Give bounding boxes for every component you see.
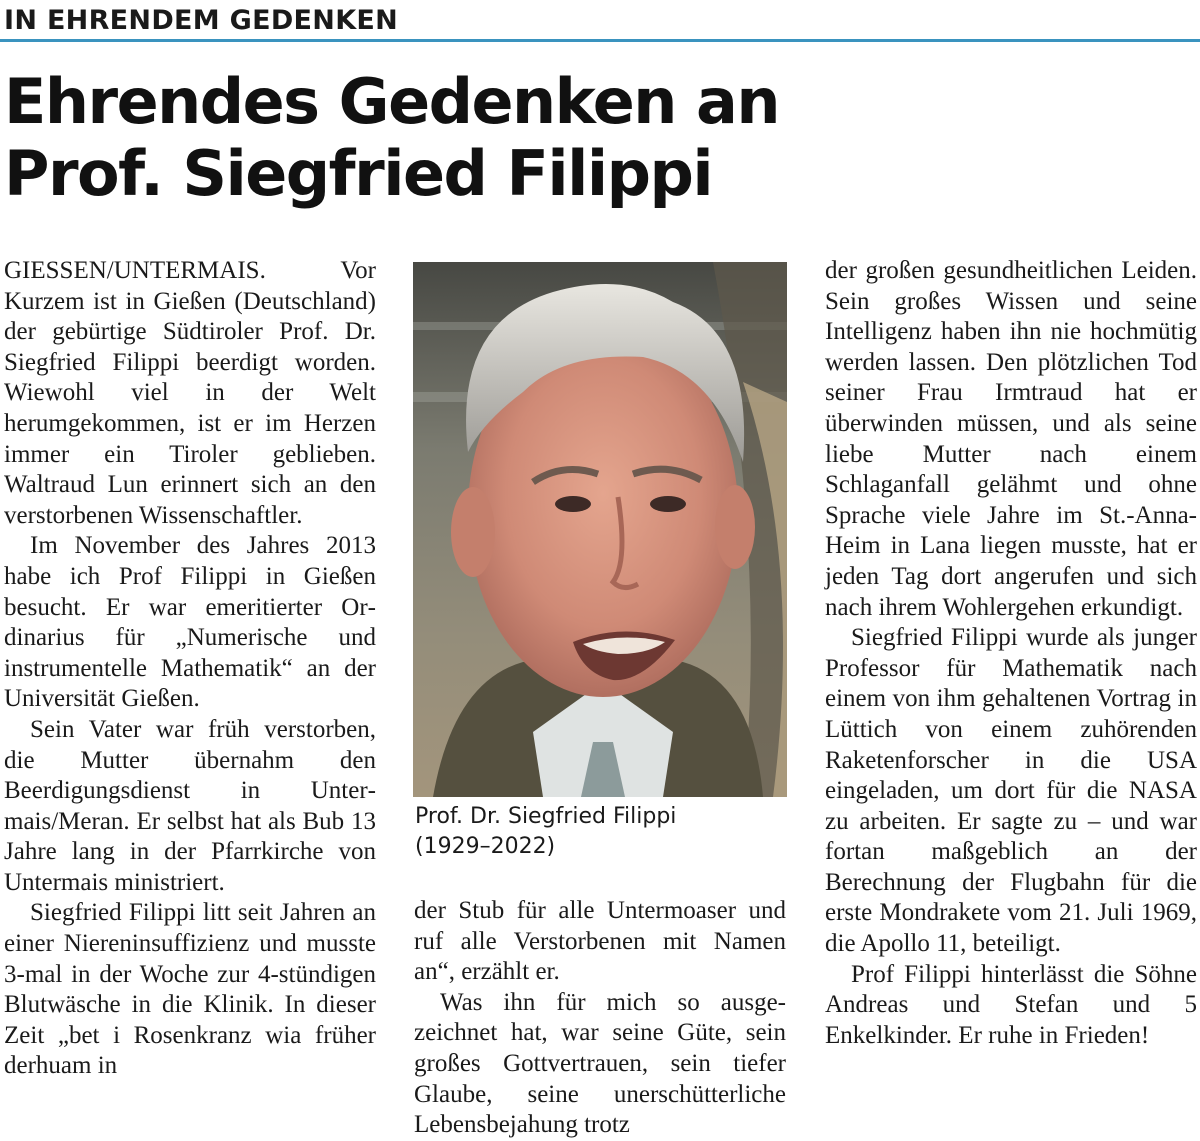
paragraph: Prof Filippi hinterlässt die Söhne Andreas und Stefan und 5 Enkelkinder. Er ruhe in Frieden! bbox=[825, 960, 1197, 1049]
photo-caption bbox=[415, 802, 787, 862]
portrait-photo bbox=[413, 262, 787, 797]
headline-line-1: Ehrendes Gedenken an bbox=[4, 65, 780, 138]
article-column-2 bbox=[414, 896, 786, 1141]
caption-years: (1929–2022) bbox=[415, 834, 556, 859]
paragraph: Sein Vater war früh verstorben, die Mutter übernahm den Beerdigungsdienst in Untermais/Meran. Er selbst hat als Bub 13 Jahre lang in der Pfarrkirche von Untermais ministriert. bbox=[4, 715, 376, 896]
headline-line-2: Prof. Siegfried Filippi bbox=[4, 137, 713, 210]
paragraph: Siegfried Filippi wurde als junger Professor für Mathematik nach einem von ihm gehaltenen Vortrag in Lüttich von einem zuhörenden Raketenforscher in die USA eingeladen, um dort für die NASA zu arbeiten. Er sagte zu – und war fortan maßgeblich an der Berechnung der Flugbahn für die erste Mondrakete vom 21. Juli 1969, die Apollo 11, beteiligt. bbox=[825, 624, 1197, 958]
paragraph: GIESSEN/UNTERMAIS. Vor Kurzem ist in Gießen (Deutschland) der gebürtige Südtiroler Prof. Dr. Siegfried Filippi beerdigt worden. Wiewohl viel in der Welt herumgekommen, ist er im Herzen immer ein Tiroler geblieben. Waltraud Lun erinnert sich an den verstorbenen Wissenschaftler. bbox=[4, 257, 376, 529]
paragraph: der großen gesundheitlichen Leiden. Sein großes Wissen und seine Intelligenz haben ihn nie hochmütig werden lassen. Den plötzlichen Tod seiner Frau Irmtraud hat er überwinden müssen, und als seine liebe Mutter nach einem Schlaganfall gelähmt und ohne Sprache viele Jahre im St.-Anna-Heim in Lana liegen musste, hat er jeden Tag dort angerufen und sich nach ihrem Wohlergehen erkundigt. bbox=[825, 257, 1197, 621]
paragraph: Siegfried Filippi litt seit Jahren an einer Niereninsuffizienz und musste 3-mal in der Woche zur 4-stündigen Blutwäsche in die Klinik. In dieser Zeit „bet i Rosenkranz wia früher derhuam in bbox=[4, 899, 376, 1080]
article-column-3 bbox=[825, 256, 1197, 1051]
caption-name: Prof. Dr. Siegfried Filippi bbox=[415, 804, 677, 829]
article-column-1 bbox=[4, 256, 376, 1082]
paragraph: der Stub für alle Untermoaser und ruf alle Verstorbenen mit Namen an“, erzählt er. bbox=[414, 897, 786, 986]
paragraph: Im November des Jahres 2013 habe ich Prof Filippi in Gießen besucht. Er war emeritierter Ordinarius für „Numerische und instrumentelle Mathematik“ an der Universität Gießen. bbox=[4, 532, 376, 713]
article-headline bbox=[4, 66, 1194, 210]
section-label: IN EHRENDEM GEDENKEN bbox=[4, 5, 399, 36]
paragraph: Was ihn für mich so ausgezeichnet hat, war seine Güte, sein großes Gottvertrauen, sein tiefer Glaube, seine unerschütterliche Lebensbejahung trotz bbox=[414, 988, 786, 1139]
section-divider bbox=[0, 39, 1200, 42]
